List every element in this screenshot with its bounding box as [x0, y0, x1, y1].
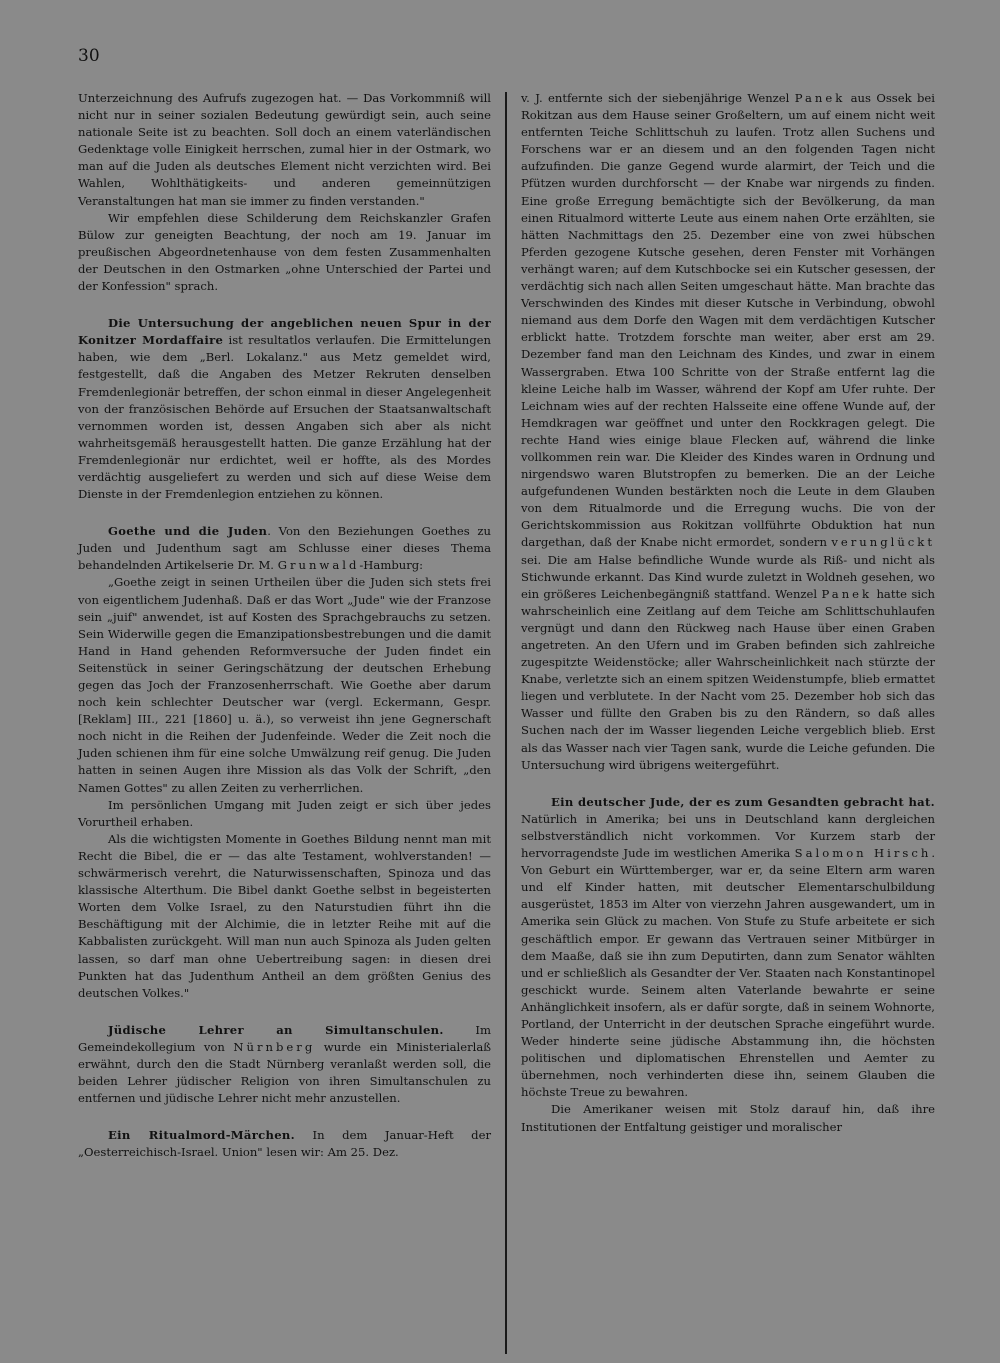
article-goethe — [78, 523, 491, 574]
article-ambassador-name: Salomon Hirsch — [794, 846, 932, 861]
article-ambassador-headline: Ein deutscher Jude, der es zum Gesandten gebracht hat. — [551, 794, 935, 809]
paragraph-continuation: Unterzeichnung des Aufrufs zugezogen hat. — Das Vorkommniß will nicht nur in seiner sozialen Bedeutung gewürdigt sein, auch seine nationale Seite ist zu beachten. Soll doch an einem vaterländischen Gedenktage volle Einigkeit herrschen, zumal hier in der Ostmark, wo man auf die Juden als deutsches Element nicht verzichten wird. Bei Wahlen, Wohlthätigkeits- und anderen gemeinnützigen Veranstaltungen hat man sie immer zu finden verstanden." — [78, 91, 491, 208]
article-goethe-quote-1: „Goethe zeigt in seinen Urtheilen über die Juden sich stets frei von eigentlichem Judenhaß. Daß er das Wort „Jude" wie der Franzose sein „juif" anwendet, ist auf Kosten des Sprachgebrauchs zu setzen. Sein Widerwille gegen die Emanzipationsbestrebungen und die damit Hand in Hand gehenden Reformversuche der Juden findet ein Seitenstück in seiner Geringschätzung der deutschen Erhebung gegen das Joch der Franzosenherrschaft. Wie Goethe aber darum noch kein schlechter Deutscher war (vergl. Eckermann, Gespr. [Reklam] III., 221 [1860] u. ä.), so verweist ihn jene Gegnerschaft noch nicht in die Reihen der Judenfeinde. Weder die Zeit noch die Juden schienen ihm für eine solche Umwälzung reif genug. Die Juden hatten in seinen Augen ihre Mission als das Volk der Schrift, „den Namen Gottes" zu allen Zeiten zu verherrlichen. — [78, 575, 491, 795]
article-teachers-headline: Jüdische Lehrer an Simultanschulen. — [108, 1022, 444, 1037]
ritual-text-c: sei. Die am Halse befindliche Wunde wurde als Riß- und nicht als Stichwunde erkannt. Das Kind wurde zuletzt in Woldneh gesehen, wo ein größeres Leichenbegängniß stattfand. Wenzel — [521, 552, 935, 601]
article-goethe-quote-2: Im persönlichen Umgang mit Juden zeigt er sich über jedes Vorurtheil erhaben. — [78, 797, 491, 829]
article-goethe-author-city: -Hamburg: — [359, 558, 424, 573]
paragraph-recommendation: Wir empfehlen diese Schilderung dem Reichskanzler Grafen Bülow zur geneigten Beachtung, der noch am 19. Januar im preußischen Abgeordnetenhause von dem festen Zusammenhalten der Deutschen in den Ostmarken „ohne Unterschied der Partei und der Konfession" sprach. — [78, 210, 491, 294]
article-ritual-continuation — [521, 90, 935, 774]
article-ambassador — [521, 794, 935, 1102]
article-ritual-body: In dem Januar-Heft der „Oesterreichisch-Israel. Union" lesen wir: Am 25. Dez. — [78, 1128, 491, 1160]
article-konitz-body: ist resultatlos verlaufen. Die Ermittelungen haben, wie dem „Berl. Lokalanz." aus Metz gemeldet wird, festgestellt, daß die Angaben des Metzer Rekruten denselben Fremdenlegionär betreffen, der schon einmal in dieser Angelegenheit von der französischen Behörde auf Ersuchen der Staatsanwaltschaft vernommen worden ist, dessen Angaben sich aber als nicht wahrheitsgemäß herausgestellt hatten. Die ganze Erzählung hat der Fremdenlegionär nur erdichtet, weil er hoffte, als des Mordes verdächtig ausgeliefert zu werden und sich auf diese Weise dem Dienste in der Fremdenlegion entziehen zu können. — [78, 333, 491, 502]
ritual-name-panek: Panek — [794, 91, 846, 105]
ritual-text-b: aus Ossek bei Rokitzan aus dem Hause seiner Großeltern, um auf einem nicht weit entfernten Teiche Schlittschuh zu laufen. Trotz allen Suchens und Forschens war er an diesem und an den folgenden Tagen nicht aufzufinden. Die ganze Gegend wurde alarmirt, der Teich und die Pfützen wurden durchforscht — der Knabe war nirgends zu finden. Eine große Erregung bemächtigte sich der Bevölkerung, da man einen Ritualmord witterte Leute aus einem nahen Orte erzählten, sie hätten Nachmittags den 25. Dezember eine von zwei hübschen Pferden gezogene Kutsche gesehen, deren Fenster mit Vorhängen verhängt waren; auf dem Kutschbocke sei ein Kutscher gesessen, der verdächtig sich nach allen Seiten umgeschaut hätte. Man brachte das Verschwinden des Kindes mit dieser Kutsche in Verbindung, obwohl niemand aus dem Dorfe den Wagen mit dem verdächtigen Kutscher erblickt hatte. Trotzdem forschte man weiter, aber erst am 29. Dezember fand man den Leichnam des Kindes, und zwar in einem Wassergraben. Etwa 100 Schritte von der Straße entfernt lag die kleine Leiche halb im Wasser, während der Kopf am Ufer ruhte. Der Leichnam wies auf der rechten Halsseite eine offene Wunde auf, der Hemdkragen war geöffnet und unter den Rockkragen gelegt. Die rechte Hand wies einige blaue Flecken auf, während die linke vollkommen rein war. Die Kleider des Kindes waren in Ordnung und nirgendswo waren Blutstropfen zu bemerken. Die an der Leiche aufgefundenen Wunden bestärkten noch die Leute in dem Glauben von dem Ritualmorde und die Erregung wuchs. Die von der Gerichtskommission aus Rokitzan vollführte Obduktion hat nun dargethan, daß der Knabe nicht ermordet, sondern — [521, 91, 935, 550]
ritual-text-d: hatte sich wahrscheinlich eine Zeitlang auf dem Teiche am Schlittschuhlaufen vergnügt und dann den Rückweg nach Hause über einen Graben angetreten. An den Ufern und im Graben befinden sich zahlreiche zugespitzte Weidenstöcke; aller Wahrscheinlichkeit nach stürzte der Knabe, verletzte sich an einem spitzen Weidenstumpfe, blieb ermattet liegen und verblutete. In der Nacht vom 25. Dezember hob sich das Wasser und füllte den Graben bis zu den Rändern, so daß alles Suchen nach der im Wasser liegenden Leiche vergeblich blieb. Erst als das Wasser nach vier Tagen sank, wurde die Leiche gefunden. Die Untersuchung wird übrigens weitergeführt. — [521, 586, 936, 772]
article-ambassador-closing: Die Amerikaner weisen mit Stolz darauf hin, daß ihre Institutionen der Entfaltung geistiger und moralischer — [521, 1102, 935, 1134]
article-goethe-headline: Goethe und die Juden — [108, 524, 268, 539]
article-goethe-body: . Von den Beziehungen Goethes zu Juden und Judenthum sagt am Schlusse einer dieses Thema behandelnden Artikelserie Dr. M. — [78, 524, 491, 573]
article-ambassador-body-a: Natürlich in Amerika; bei uns in Deutschland kann dergleichen selbstverständlich nicht vorkommen. Vor Kurzem starb der hervorragendste Jude im westlichen Amerika — [521, 811, 935, 861]
ritual-text-a: v. J. entfernte sich der siebenjährige Wenzel — [521, 91, 795, 105]
article-ritual — [78, 1127, 491, 1161]
article-ambassador-body-b: . Von Geburt ein Württemberger, war er, da seine Eltern arm waren und elf Kinder hatten, mit deutscher Elementarschulbildung ausgerüstet, 1853 im Alter von vierzehn Jahren ausgewandert, um in Amerika sein Glück zu machen. Von Stufe zu Stufe arbeitete er sich geschäftlich empor. Er gewann das Vertrauen seiner Mitbürger in dem Maaße, daß sie ihn zum Deputirten, dann zum Senator wählten und er schließlich als Gesandter der Ver. Staaten nach Konstantinopel geschickt wurde. Seinem alten Vaterlande bewahrte er seine Anhänglichkeit insofern, als er dafür sorgte, daß in seinem Wohnorte, Portland, der Unterricht in der deutschen Sprache eingeführt wurde. Weder hinderte seine jüdische Abstammung ihn, die höchsten politischen und diplomatischen Ehrenstellen und Aemter zu übernehmen, noch verhinderten diese ihn, seinem Glauben die höchste Treue zu bewahren. — [521, 846, 935, 1100]
ritual-emphasis: verunglückt — [831, 535, 935, 550]
article-teachers-city: Nürnberg — [233, 1039, 316, 1054]
article-teachers — [78, 1022, 491, 1107]
left-column — [78, 90, 491, 1161]
article-konitz — [78, 315, 491, 503]
article-konitz-headline: Die Untersuchung der angeblichen neuen Spur in der Konitzer Mordaffaire — [78, 316, 491, 348]
article-goethe-quote-3: Als die wichtigsten Momente in Goethes Bildung nennt man mit Recht die Bibel, die er — das alte Testament, wohlverstanden! — schwärmerisch verehrt, die Naturwissenschaften, Spinoza und das klassische Alterthum. Die Bibel dankt Goethe selbst in begeisterten Worten dem Volke Israel, zu den Naturstudien führt ihn die Beschäftigung mit der Alchimie, die in letzter Reihe mit auf die Kabbalisten zurückgeht. Will man nun auch Spinoza als Juden gelten lassen, so darf man ohne Uebertreibung sagen: in diesen drei Punkten hat das Judenthum Antheil an dem größten Genius des deutschen Volkes." — [78, 831, 491, 1000]
article-teachers-body-a: Im Gemeindekollegium von — [78, 1022, 491, 1054]
right-column — [521, 90, 935, 1136]
article-goethe-author: Grunwald — [277, 558, 360, 573]
article-teachers-body-b: wurde ein Ministerialerlaß erwähnt, durch den die Stadt Nürnberg veranlaßt werden soll, die beiden Lehrer jüdischer Religion von ihren Simultanschulen zu entfernen und jüdische Lehrer nicht mehr anzustellen. — [78, 1039, 491, 1106]
column-divider — [505, 92, 507, 1354]
ritual-name-panek-2: Panek — [821, 586, 873, 601]
page-number: 30 — [78, 46, 100, 66]
article-ritual-headline: Ein Ritualmord-Märchen. — [108, 1128, 295, 1143]
